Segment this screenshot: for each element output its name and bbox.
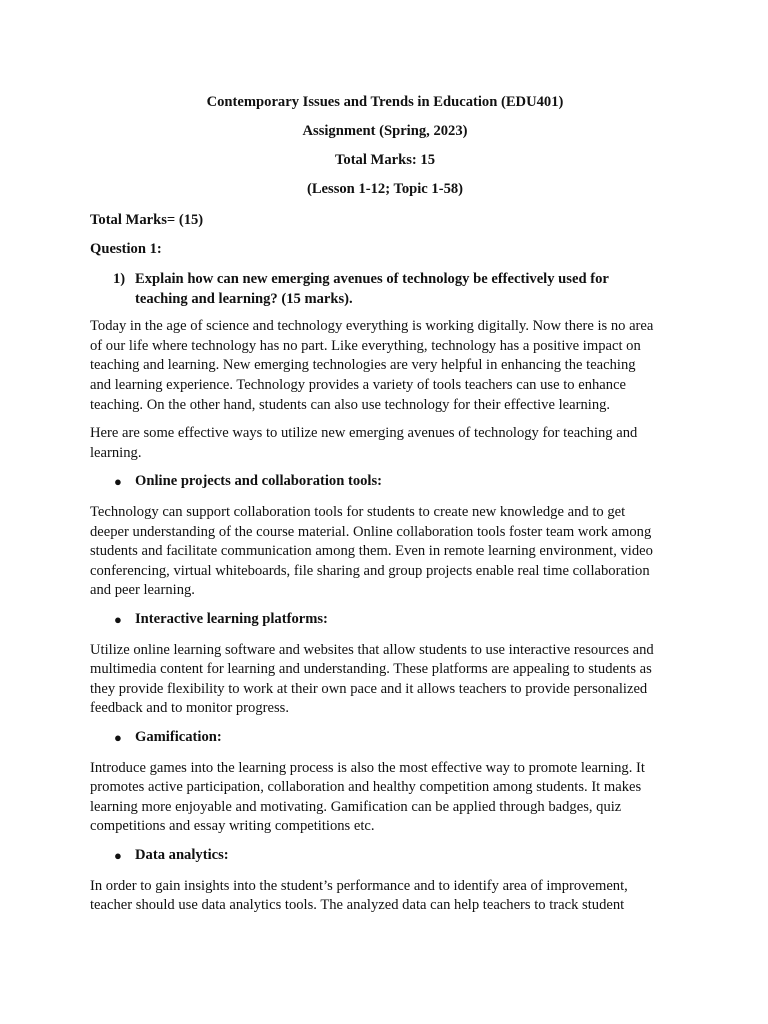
section-heading-text: Online projects and collaboration tools: bbox=[135, 473, 383, 490]
paragraph-line: In order to gain insights into the student’s performance and to identify area of improvement, bbox=[90, 877, 628, 894]
question-heading: Question 1: bbox=[90, 241, 162, 258]
paragraph-line: learning more enjoyable and motivating. Gamification can be applied through badges, quiz bbox=[90, 798, 622, 815]
paragraph-line: and learning experience. Technology provides a variety of tools teachers can use to enhance bbox=[90, 377, 627, 394]
question-line: teaching and learning? (15 marks). bbox=[135, 290, 353, 307]
paragraph-line: learning. bbox=[90, 444, 142, 461]
paragraph-line: feedback and to monitor progress. bbox=[90, 700, 289, 717]
section-heading-text: Data analytics: bbox=[135, 846, 229, 863]
section-heading-gamification bbox=[90, 728, 680, 748]
question-item bbox=[90, 270, 680, 309]
paragraph-line: they provide flexibility to work at their own pace and it allows teachers to provide personalized bbox=[90, 680, 648, 697]
section-heading-text: Gamification: bbox=[135, 728, 222, 745]
document-page bbox=[90, 93, 680, 925]
ways-intro-paragraph bbox=[90, 424, 680, 463]
bullet-icon: ● bbox=[114, 611, 122, 627]
section-heading-interactive bbox=[90, 610, 680, 630]
section-paragraph bbox=[90, 759, 680, 837]
paragraph-line: multimedia content for learning and understanding. These platforms are appealing to students as bbox=[90, 661, 652, 678]
course-title: Contemporary Issues and Trends in Education (EDU401) bbox=[206, 94, 564, 110]
paragraph-line: competitions and essay writing competitions etc. bbox=[90, 818, 375, 835]
paragraph-line: conferencing, virtual whiteboards, file sharing and group projects enable real time collaboration bbox=[90, 562, 650, 579]
bullet-icon: ● bbox=[114, 474, 122, 490]
bullet-icon: ● bbox=[114, 729, 122, 745]
assignment-title: Assignment (Spring, 2023) bbox=[302, 123, 468, 140]
paragraph-line: promotes active participation, collaboration and healthy competition among students. It makes bbox=[90, 779, 642, 796]
paragraph-line: Utilize online learning software and websites that allow students to use interactive resources and bbox=[90, 641, 654, 658]
paragraph-line: teacher should use data analytics tools. The analyzed data can help teachers to track student bbox=[90, 897, 625, 914]
lesson-range: (Lesson 1-12; Topic 1-58) bbox=[306, 181, 464, 198]
paragraph-line: Today in the age of science and technology everything is working digitally. Now there is no area bbox=[90, 318, 654, 335]
question-text bbox=[135, 270, 680, 309]
question-line: Explain how can new emerging avenues of technology be effectively used for bbox=[135, 271, 609, 288]
paragraph-line: of our life where technology has no part. Like everything, technology has a positive impact on bbox=[90, 337, 641, 354]
paragraph-line: Here are some effective ways to utilize new emerging avenues of technology for teaching and bbox=[90, 425, 638, 442]
paragraph-line: Introduce games into the learning process is also the most effective way to promote learning. It bbox=[90, 759, 645, 776]
section-heading-data-analytics bbox=[90, 846, 680, 866]
section-paragraph bbox=[90, 877, 680, 916]
paragraph-line: teaching and learning. New emerging technologies are very helpful in enhancing the teaching bbox=[90, 357, 636, 374]
paragraph-line: Technology can support collaboration tools for students to create new knowledge and to get bbox=[90, 504, 626, 520]
intro-paragraph bbox=[90, 317, 680, 415]
paragraph-line: deeper understanding of the course material. Online collaboration tools foster team work among bbox=[90, 523, 652, 540]
section-paragraph bbox=[90, 503, 680, 601]
paragraph-line: teaching. On the other hand, students can also use technology for their effective learning. bbox=[90, 396, 611, 413]
paragraph-line: students and facilitate communication among them. Even in remote learning environment, video bbox=[90, 543, 653, 560]
section-paragraph bbox=[90, 641, 680, 719]
section-heading-text: Interactive learning platforms: bbox=[135, 610, 328, 627]
question-number: 1) bbox=[113, 271, 126, 288]
total-marks-heading: Total Marks: 15 bbox=[335, 152, 435, 169]
bullet-icon: ● bbox=[114, 847, 122, 863]
paragraph-line: and peer learning. bbox=[90, 582, 195, 599]
total-marks-line: Total Marks= (15) bbox=[90, 211, 204, 228]
section-heading-collaboration bbox=[90, 472, 680, 492]
